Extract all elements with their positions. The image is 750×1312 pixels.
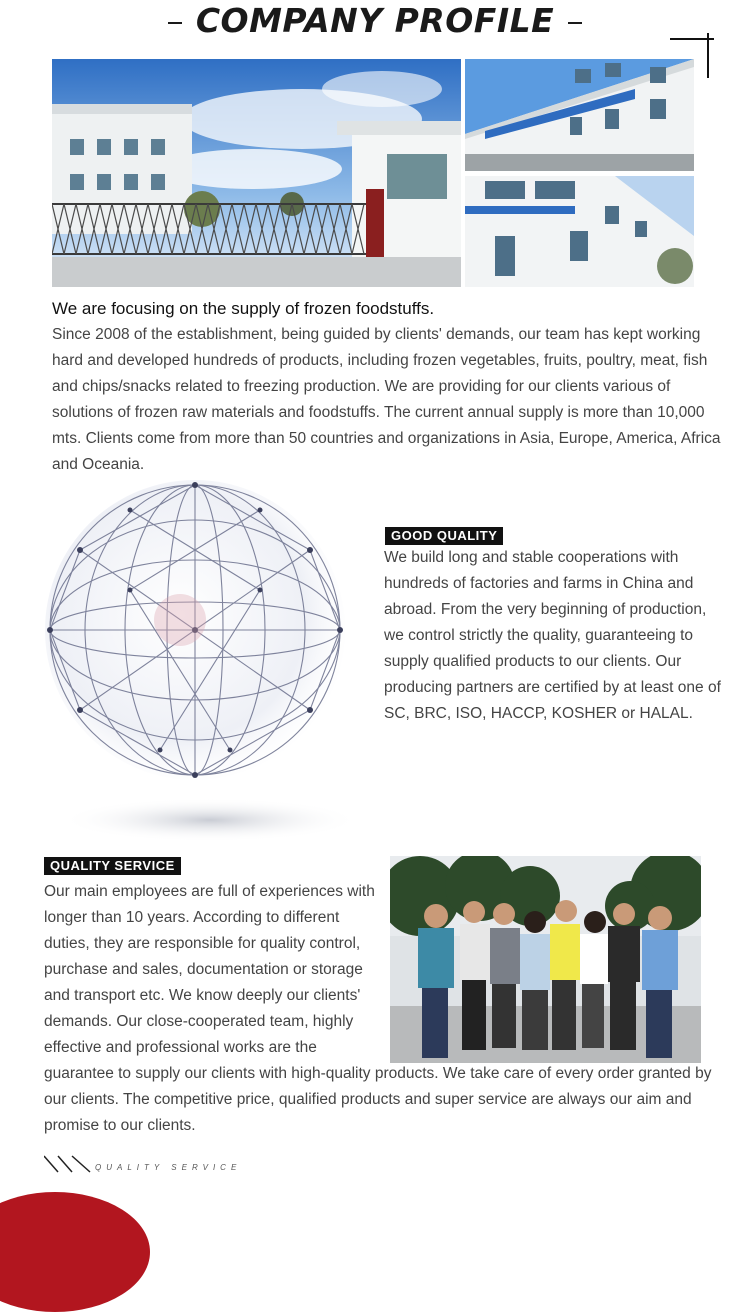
- title-left-dash: [168, 22, 182, 24]
- factory-gate-photo: [52, 59, 461, 287]
- title-right-dash: [568, 22, 582, 24]
- intro-lead: We are focusing on the supply of frozen foodstuffs.: [52, 299, 435, 318]
- quality-service-body-top: Our main employees are full of experiences with longer than 10 years. According to different duties, they are responsible for quality control, purchase and sales, documentation or storage and transport etc. We know deeply our clients' demands. Our close-cooperated team, highly effective and professional works are the: [44, 883, 375, 1056]
- page-title-text: COMPANY PROFILE: [195, 1, 555, 40]
- intro-body: Since 2008 of the establishment, being guided by clients' demands, our team has kept working hard and developed hundreds of products, including frozen vegetables, fruits, poultry, meat, fish and chips/snacks related to freezing production. We are providing for our clients various of solutions of frozen raw materials and foodstuffs. The current annual supply is more than 10,000 mts. Clients come from more than 50 countries and organizations in Asia, Europe, America, Africa and Oceania.: [52, 326, 721, 473]
- factory-building-photo-1: [465, 59, 694, 171]
- corner-decoration-vertical: [707, 33, 709, 78]
- quality-service-body-bottom: guarantee to supply our clients with high-quality products. We take care of every order granted by our clients. The competitive price, qualified products and super service are always our aim and promise to our clients.: [44, 1065, 712, 1134]
- quality-service-badge: QUALITY SERVICE: [44, 857, 181, 875]
- factory-building-photo-2: [465, 176, 694, 287]
- network-globe-illustration: [20, 470, 380, 840]
- footer-tagline: QUALITY SERVICE: [95, 1163, 242, 1172]
- footer-slash-decoration: [44, 1154, 94, 1179]
- red-corner-decoration: [0, 1192, 150, 1312]
- good-quality-body: We build long and stable cooperations with hundreds of factories and farms in China and abroad. From the very beginning of production, we control strictly the quality, guaranteeing to supply qualified products to our clients. Our producing partners are certified by at least one of SC, BRC, ISO, HACCP, KOSHER or HALAL.: [384, 549, 721, 722]
- good-quality-badge: GOOD QUALITY: [385, 527, 503, 545]
- team-photo: [390, 856, 701, 1063]
- page-title: [0, 0, 750, 42]
